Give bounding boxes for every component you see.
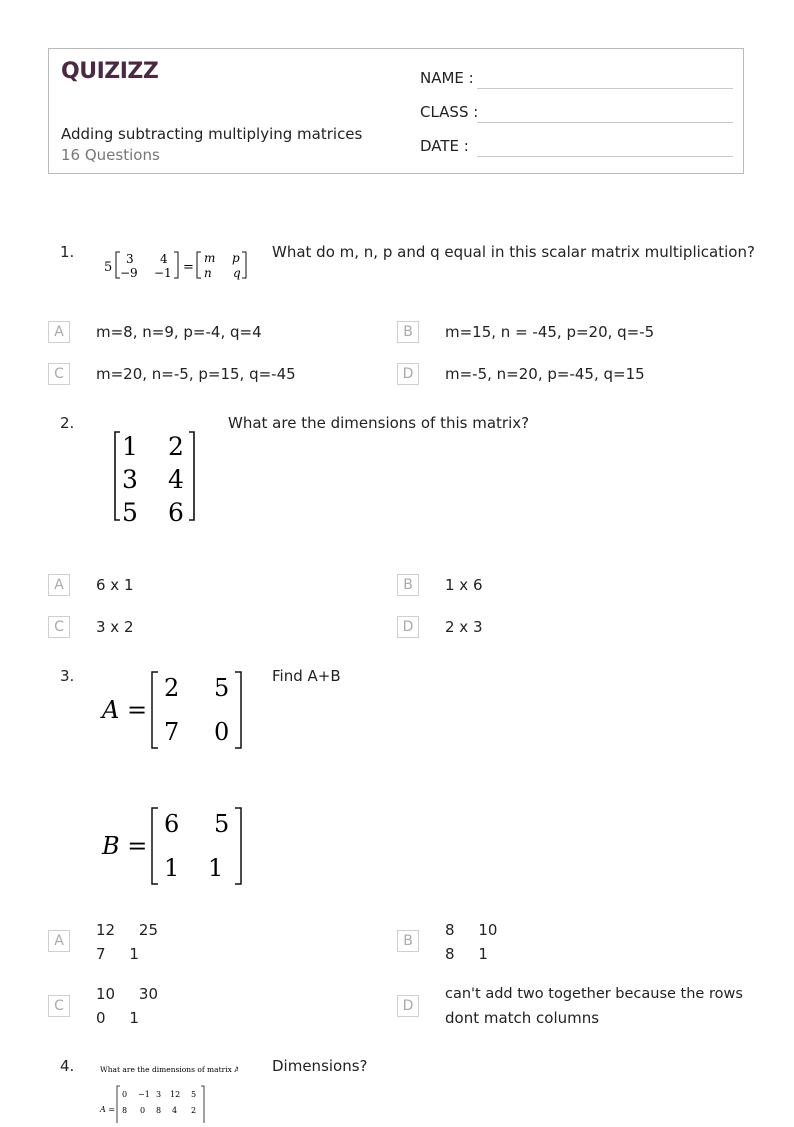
question-1-equation: [102, 244, 252, 288]
q4-matrix-label: A =: [100, 1105, 116, 1114]
q2-option-b-letter[interactable]: B: [397, 574, 419, 596]
matrix-cell: 2: [164, 674, 180, 702]
name-line: [477, 88, 733, 89]
worksheet-title: Adding subtracting multiplying matrices: [61, 125, 363, 143]
eq-right-q: q: [233, 266, 241, 280]
q1-option-c-text: m=20, n=-5, p=15, q=-45: [96, 365, 296, 383]
q1-option-b-letter[interactable]: B: [397, 321, 419, 343]
q3-option-c-line2: 0 1: [96, 1009, 139, 1027]
q2-option-c-text: 3 x 2: [96, 618, 134, 636]
matrix-cell: 8: [122, 1106, 128, 1115]
class-line: [477, 122, 733, 123]
q1-option-a-letter[interactable]: A: [48, 321, 70, 343]
question-2-matrix: [110, 428, 200, 528]
question-count: 16 Questions: [61, 146, 160, 164]
question-3-matrix-a: [100, 668, 250, 758]
q2-option-b-text: 1 x 6: [445, 576, 483, 594]
eq-right-n: n: [204, 266, 212, 280]
q2-option-d-text: 2 x 3: [445, 618, 483, 636]
eq-right-p: p: [232, 251, 240, 265]
q2-option-a-letter[interactable]: A: [48, 574, 70, 596]
q1-option-d-text: m=-5, n=20, p=-45, q=15: [445, 365, 645, 383]
eq-right-m: m: [204, 251, 216, 265]
matrix-cell: 12: [170, 1090, 181, 1099]
matrix-cell: 0: [122, 1090, 128, 1099]
matrix-cell: 7: [164, 718, 180, 746]
q3-option-d-letter[interactable]: D: [397, 995, 419, 1017]
q3-option-d-line2: dont match columns: [445, 1009, 600, 1027]
date-label: DATE :: [420, 137, 469, 155]
q3-option-b-line2: 8 1: [445, 945, 488, 963]
class-field[interactable]: [420, 103, 478, 121]
matrix-cell: 1: [164, 854, 180, 882]
question-1-number: 1.: [60, 243, 75, 261]
matrix-cell: 3: [122, 465, 138, 494]
eq-left-c: −9: [120, 266, 138, 280]
q2-option-d-letter[interactable]: D: [397, 616, 419, 638]
q2-option-c-letter[interactable]: C: [48, 616, 70, 638]
q1-option-d-letter[interactable]: D: [397, 363, 419, 385]
matrix-cell: 5: [191, 1090, 197, 1099]
q1-option-b-text: m=15, n = -45, p=20, q=-5: [445, 323, 655, 341]
question-2-text: What are the dimensions of this matrix?: [228, 414, 530, 432]
matrix-cell: 5: [214, 810, 230, 838]
matrix-cell: 1: [208, 854, 224, 882]
q3-option-a-line2: 7 1: [96, 945, 139, 963]
matrix-a-label: A =: [102, 696, 148, 724]
matrix-cell: 0: [214, 718, 230, 746]
question-3-matrix-b: [100, 804, 250, 894]
q3-option-c-line1: 10 30: [96, 985, 159, 1003]
matrix-cell: 6: [168, 498, 184, 524]
q1-option-c-letter[interactable]: C: [48, 363, 70, 385]
q3-option-d-line1: can't add two together because the rows: [445, 986, 743, 1002]
matrix-cell: 2: [191, 1106, 197, 1115]
name-field[interactable]: [420, 69, 474, 87]
date-line: [477, 156, 733, 157]
matrix-cell: 8: [156, 1106, 162, 1115]
matrix-b-label: B =: [102, 832, 148, 860]
q3-option-a-line1: 12 25: [96, 921, 159, 939]
matrix-cell: 1: [122, 432, 138, 461]
matrix-cell: 6: [164, 810, 180, 838]
question-2-number: 2.: [60, 414, 75, 432]
quizizz-logo: QUIZIZZ: [61, 59, 159, 84]
eq-left-b: 4: [160, 252, 168, 266]
matrix-cell: 5: [122, 498, 138, 524]
matrix-cell: 2: [168, 432, 184, 461]
class-label: CLASS :: [420, 103, 479, 121]
date-field[interactable]: [420, 137, 469, 155]
q2-option-a-text: 6 x 1: [96, 576, 134, 594]
matrix-cell: 4: [172, 1106, 178, 1115]
question-4-text: Dimensions?: [272, 1057, 368, 1075]
matrix-cell: 4: [168, 465, 184, 494]
q4-caption: What are the dimensions of matrix A?: [100, 1065, 238, 1074]
matrix-cell: 3: [156, 1090, 162, 1099]
matrix-cell: 0: [140, 1106, 146, 1115]
matrix-cell: 5: [214, 674, 230, 702]
question-3-number: 3.: [60, 667, 75, 685]
q3-option-b-line1: 8 10: [445, 921, 498, 939]
question-4-number: 4.: [60, 1057, 75, 1075]
q3-option-a-letter[interactable]: A: [48, 930, 70, 952]
name-label: NAME :: [420, 69, 474, 87]
question-3-text: Find A+B: [272, 667, 341, 685]
worksheet-header: [48, 48, 744, 174]
eq-left-a: 3: [126, 252, 134, 266]
question-1-text: What do m, n, p and q equal in this scalar matrix multiplication?: [272, 243, 755, 261]
question-4-image: [98, 1060, 238, 1127]
matrix-cell: −1: [138, 1090, 150, 1099]
eq-scalar: 5: [104, 260, 113, 275]
q1-option-a-text: m=8, n=9, p=-4, q=4: [96, 323, 262, 341]
eq-equals: =: [183, 260, 194, 275]
q3-option-b-letter[interactable]: B: [397, 930, 419, 952]
eq-left-d: −1: [154, 266, 172, 280]
q3-option-c-letter[interactable]: C: [48, 995, 70, 1017]
